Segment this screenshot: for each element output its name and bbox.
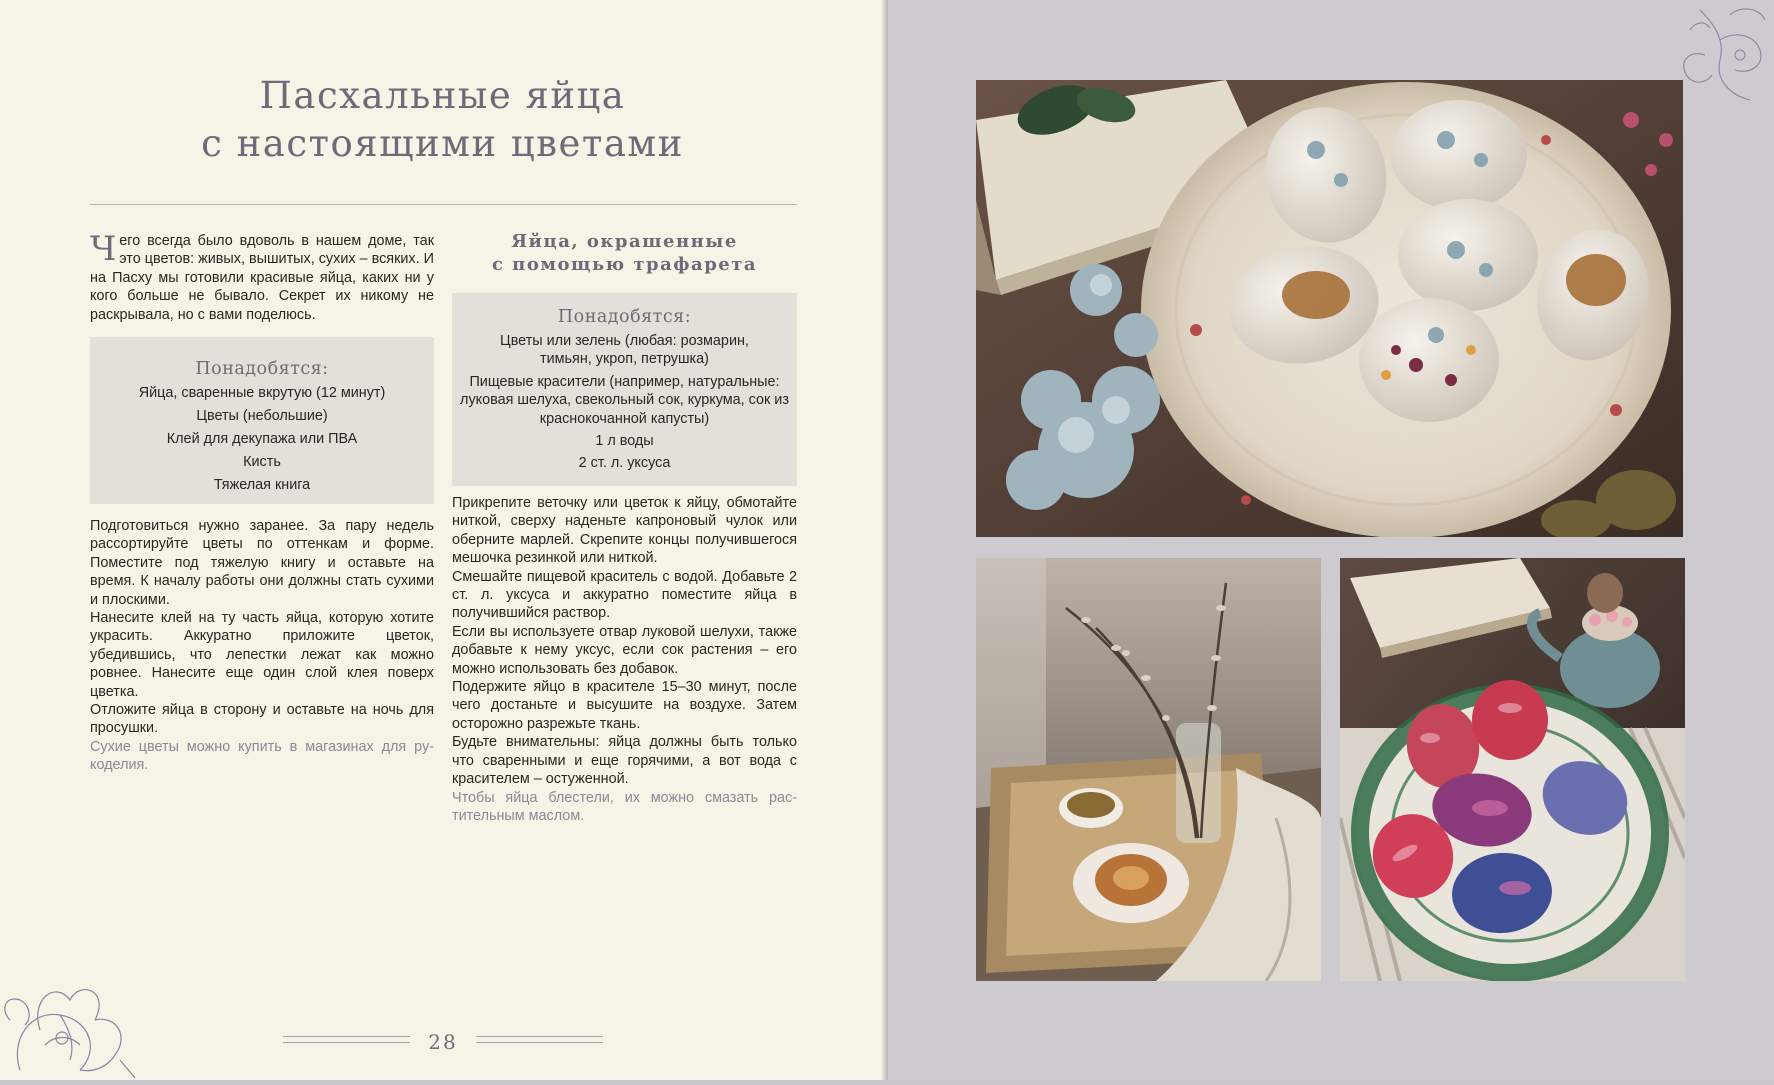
- method1-ingredient: Кисть: [243, 454, 281, 471]
- method2-title: [452, 230, 797, 276]
- method2-ingredient: 2 ст. л. уксуса: [578, 455, 671, 472]
- book-gutter: [882, 0, 888, 1080]
- method1-ingredient: Яйца, сваренные вкрутую (12 минут): [138, 385, 386, 401]
- method1-instructions: [90, 517, 434, 775]
- method2-box-title: Понадобятся:: [557, 307, 692, 327]
- page-title: [90, 72, 795, 168]
- title-divider: [90, 204, 797, 205]
- intro-paragraph: [90, 229, 434, 324]
- page-number-rule-right: [476, 1036, 603, 1043]
- method2-ingredient: Пищевые красители (например, натуральные: луковая шелуха, свекольный сок, куркума, сок из краснокочанной капусты): [460, 373, 789, 427]
- method1-ingredient: Клей для декупажа или ПВА: [166, 431, 358, 448]
- flower-sketch-icon: [1670, 0, 1774, 109]
- method2-ingredient: Цветы или зелень (любая: розмарин, тимьян, укроп, петрушка): [500, 333, 749, 368]
- method1-paragraph: Нанесите клей на ту часть яйца, которую хотите украсить. Аккуратно приложите цветок, убедившись, что лепестки лежат как можно ровнее. Нанесите еще один слой клея поверх цветка.: [90, 610, 434, 700]
- method2-paragraph: Смешайте пищевой краситель с водой. Добавьте 2 ст. л. уксуса и аккуратно поместите яйца в получившийся раствор.: [452, 568, 797, 622]
- method1-box-title: Понадобятся:: [195, 359, 329, 379]
- page-number-rule-left: [283, 1036, 410, 1043]
- photo-dyed-eggs-plate: [1340, 558, 1685, 981]
- flower-sketch-icon: [0, 960, 140, 1085]
- page-number: 28: [428, 1030, 458, 1054]
- method2-ingredient: 1 л воды: [595, 433, 654, 450]
- method2-paragraph: Если вы используете отвар луковой шелухи, также добавьте к нему уксус, если сок растения – его можно использовать без добавок.: [452, 623, 797, 677]
- method1-paragraph: Подготовиться нужно заранее. За пару недель рассортируйте цветы по оттенкам и форме. Поместите под тяжелую книгу и оставьте на время. К началу работы они должны стать сухими и плоскими.: [90, 518, 434, 608]
- method2-paragraph: Будьте внимательны: яйца должны быть только что сваренными и еще горячими, а вот вода с красителем – остуженной.: [452, 734, 797, 788]
- method2-paragraph: Прикрепите веточку или цветок к яйцу, обмотайте ниткой, сверху наденьте капроновый чулок или оберните марлей. Скрепите концы получившегося мешочка резинкой или ниткой.: [452, 495, 797, 567]
- method2-paragraph: Подержите яйцо в красителе 15–30 минут, после чего достаньте и высушите на воздухе. Затем осторожно разрежьте ткань.: [452, 679, 797, 732]
- method2-note: Чтобы яйца блестели, их можно смазать растительным маслом.: [452, 789, 797, 824]
- page-title-line-1: Пасхальные яйца: [259, 74, 626, 117]
- drop-cap: Ч: [90, 229, 117, 269]
- intro-text: его всегда было вдоволь в нашем доме, так это цветов: живых, вышитых, сухих – всяких. И на Пасху мы готовили красивые яйца, каких ни у кого больше не бывало. Секрет их никому не раскрывала, но с вами поделюсь.: [90, 233, 434, 323]
- photo-tea-tray: [976, 558, 1321, 981]
- method2-instructions: [452, 494, 797, 825]
- method2-ingredients-box: [452, 293, 797, 486]
- method1-note: Сухие цветы можно купить в магазинах для рукоделия.: [90, 738, 434, 774]
- method1-ingredients-box: [90, 337, 434, 504]
- method1-paragraph: Отложите яйца в сторону и оставьте на ночь для просушки.: [90, 702, 434, 737]
- method2-title-line-1: Яйца, окрашенные: [511, 231, 738, 252]
- method1-ingredient: Цветы (небольшие): [196, 408, 328, 425]
- method1-ingredient: Тяжелая книга: [213, 477, 311, 494]
- method2-title-line-2: с помощью трафарета: [491, 254, 758, 275]
- page-title-line-2: с настоящими цветами: [201, 122, 684, 165]
- photo-flower-eggs-plate: [976, 80, 1683, 537]
